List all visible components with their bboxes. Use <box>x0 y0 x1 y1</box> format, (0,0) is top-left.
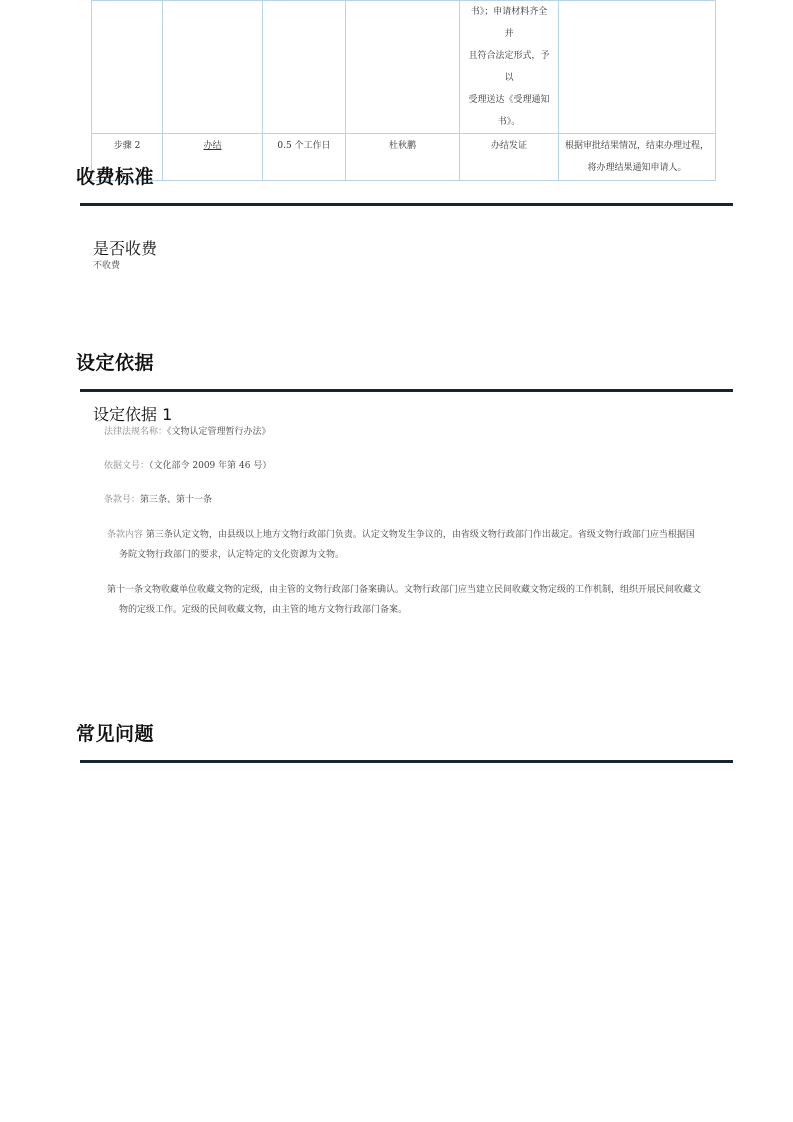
step-cell: 步骤 2 <box>92 134 163 181</box>
faq-section-title: 常见问题 <box>76 723 155 745</box>
article-content-text: 物的定级工作。定级的民间收藏文物，由主管的地方文物行政部门备案。 <box>119 605 408 615</box>
step-result-cell <box>559 134 716 181</box>
section-divider <box>80 760 733 763</box>
section-divider <box>80 203 733 206</box>
law-name-row <box>104 425 271 439</box>
basis-sub-title: 设定依据 1 <box>93 405 173 424</box>
doc-number-row <box>104 459 271 473</box>
step-person-cell: 杜秋鹏 <box>346 134 460 181</box>
article-number-value: 第三条、第十一条 <box>140 495 213 505</box>
article-content-text: 务院文物行政部门的要求，认定特定的文化资源为文物。 <box>119 550 345 560</box>
step-name-link[interactable]: 办结 <box>203 141 222 151</box>
result-line: 将办理结果通知申请人。 <box>587 163 687 173</box>
step-name-cell <box>163 134 263 181</box>
basis-section-title: 设定依据 <box>76 352 155 374</box>
condition-line: 书》。 <box>497 117 521 127</box>
table-cell <box>163 1 263 134</box>
article-content-p1 <box>107 525 707 565</box>
article-content-first-line <box>107 530 695 540</box>
step-standard-cell: 办结发证 <box>460 134 559 181</box>
process-steps-table <box>91 0 716 181</box>
article-number-row <box>104 493 212 507</box>
fee-sub-title: 是否收费 <box>93 239 158 258</box>
fee-section-title: 收费标准 <box>76 166 155 188</box>
article-number-label: 条款号： <box>104 495 141 505</box>
step-time-cell: 0.5 个工作日 <box>263 134 346 181</box>
table-cell <box>559 1 716 134</box>
fee-value: 不收费 <box>93 261 121 271</box>
condition-line: 且符合法定形式，予以 <box>468 51 550 83</box>
section-divider <box>80 389 733 392</box>
doc-number-value: （文化部令 2009 年第 46 号） <box>149 461 272 471</box>
table-cell <box>92 1 163 134</box>
article-content-p2 <box>107 580 707 620</box>
doc-number-label: 依据文号： <box>104 461 150 471</box>
table-cell <box>346 1 460 134</box>
table-row <box>92 1 716 134</box>
condition-line: 书》；申请材料齐全并 <box>470 7 548 39</box>
condition-line: 受理送达《受理通知 <box>468 95 550 105</box>
result-line: 根据审批结果情况，结束办理过程， <box>565 141 710 151</box>
law-name-value: 《文物认定管理暂行办法》 <box>167 427 271 437</box>
table-cell-condition <box>460 1 559 134</box>
table-cell <box>263 1 346 134</box>
article-content-text: 第十一条文物收藏单位收藏文物的定级，由主管的文物行政部门备案确认。文物行政部门应当建立民间收藏文物定级的工作机制，组织开展民间收藏文 <box>107 585 702 595</box>
article-content-text: 第三条认定文物，由县级以上地方文物行政部门负责。认定文物发生争议的，由省级文物行政部门作出裁定。省级文物行政部门应当根据国 <box>145 530 695 540</box>
table-row <box>92 134 716 181</box>
law-name-label: 法律法规名称： <box>104 427 168 437</box>
article-content-label: 条款内容 <box>107 530 144 540</box>
